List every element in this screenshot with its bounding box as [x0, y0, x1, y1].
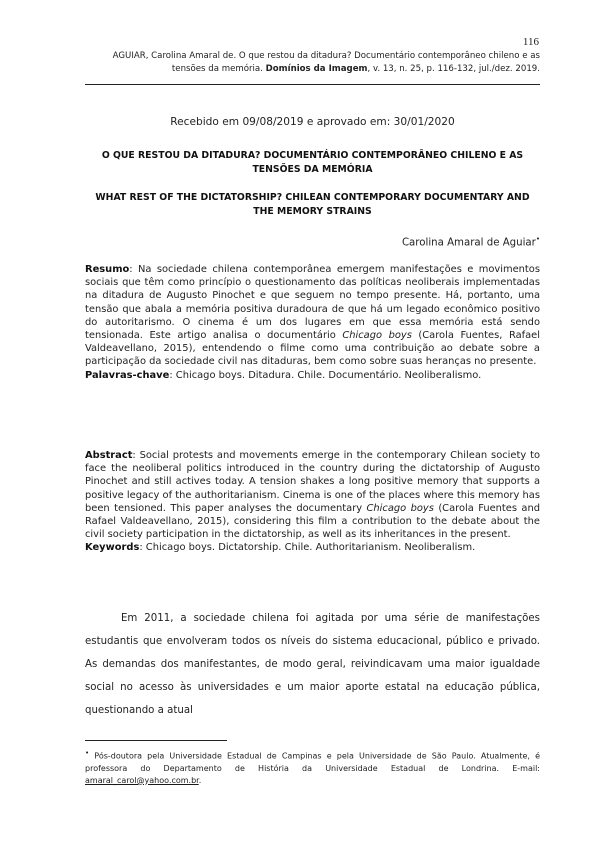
resumo-label: Resumo — [85, 264, 130, 275]
keywords-paragraph — [85, 541, 540, 554]
header-citation — [85, 50, 540, 76]
palavras-chave-list: : Chicago boys. Ditadura. Chile. Documentário. Neoliberalismo. — [169, 369, 482, 381]
author-name: Carolina Amaral de Aguiar — [401, 237, 536, 249]
header-divider — [85, 84, 540, 85]
author-footnote-mark[interactable]: • — [535, 235, 540, 243]
keywords-list: : Chicago boys. Dictatorship. Chile. Authoritarianism. Neoliberalism. — [139, 542, 476, 554]
body-paragraph: Em 2011, a sociedade chilena foi agitada por uma série de manifestações estudantis que envolveram todos os níveis do sistema educacional, público e privado. As demandas dos manifestantes, de modo geral, reivindicavam uma maior igualdade social no acesso às universidades e um maior aporte estatal na educação pública, questionando a atual — [85, 613, 540, 716]
footnote-text: Pós-doutora pela Universidade Estadual de Campinas e pela Universidade de São Paulo. Atualmente, é professora do Departamento de História da Universidade Estadual de Londrina. E-mail: — [85, 751, 540, 773]
article-title-english: WHAT REST OF THE DICTATORSHIP? CHILEAN CONTEMPORARY DOCUMENTARY AND THE MEMORY STRAINS — [95, 192, 530, 217]
keywords-label: Keywords — [85, 542, 140, 554]
abstract-paragraph: Abstract: Social protests and movements emerge in the contemporary Chilean society to face the neoliberal politics introduced in the country during the dictatorship of Augusto Pinochet and still actives today. A tension shakes a long positive memory that supports a positive legacy of the authoritarianism. Cinema is one of the places where this memory has been tensioned. This paper analyses the documentary Chicago boys (Carola Fuentes and Rafael Valdeavellano, 2015), considering this film a contribution to the debate about the civil society participation in the dictatorship, as well as its inheritances in the present. — [85, 450, 540, 541]
abstract-section — [85, 449, 540, 555]
citation-volume: , v. 13, n. 25, p. 116-132, jul./dez. 2019. — [367, 64, 540, 74]
email-link[interactable]: amaral_carol@yahoo.com.br — [85, 775, 199, 785]
author-line — [402, 235, 540, 248]
footnote: • Pós-doutora pela Universidade Estadual de Campinas e pela Universidade de São Paulo. Atualmente, é professora do Departamento de História da Universidade Estadual de Londrina. E-mail: amaral_carol@yahoo.com.br. — [85, 749, 540, 785]
resumo-paragraph: Resumo: Na sociedade chilena contemporânea emergem manifestações e movimentos sociais que têm como princípio o questionamento das políticas neoliberais implementadas na ditadura de Augusto Pinochet e que seguem no tempo presente. Há, portanto, uma tensão que abala a memória positiva duradoura de que há um legado econômico positivo do autoritarismo. O cinema é um dos lugares em que essa memória está sendo tensionada. Este artigo analisa o documentário Chicago boys (Carola Fuentes, Rafael Valdeavellano, 2015), entendendo o filme como uma contribuição ao debate sobre a participação da sociedade civil nas ditaduras, bem como sobre suas heranças no presente. — [85, 264, 540, 368]
palavras-chave-label: Palavras-chave — [85, 369, 170, 381]
film-title: Chicago boys — [366, 502, 434, 514]
footnote-mark: • — [85, 749, 90, 757]
film-title: Chicago boys — [342, 330, 412, 342]
received-date-line: Recebido em 09/08/2019 e aprovado em: 30/01/2020 — [170, 116, 455, 128]
article-title-portuguese: O QUE RESTOU DA DITADURA? DOCUMENTÁRIO CONTEMPORÂNEO CHILENO E AS TENSÕES DA MEMÓRIA — [101, 150, 524, 175]
footnote-divider — [85, 740, 227, 741]
palavras-chave-paragraph — [85, 369, 540, 382]
journal-name: Domínios da Imagem — [265, 64, 368, 74]
abstract-label: Abstract — [85, 450, 133, 461]
resumo-section — [85, 263, 540, 382]
citation-text: AGUIAR, Carolina Amaral de. O que restou da ditadura? Documentário contemporâneo chileno e as tensões da memória. — [112, 51, 540, 74]
page-number: 116 — [522, 36, 539, 48]
